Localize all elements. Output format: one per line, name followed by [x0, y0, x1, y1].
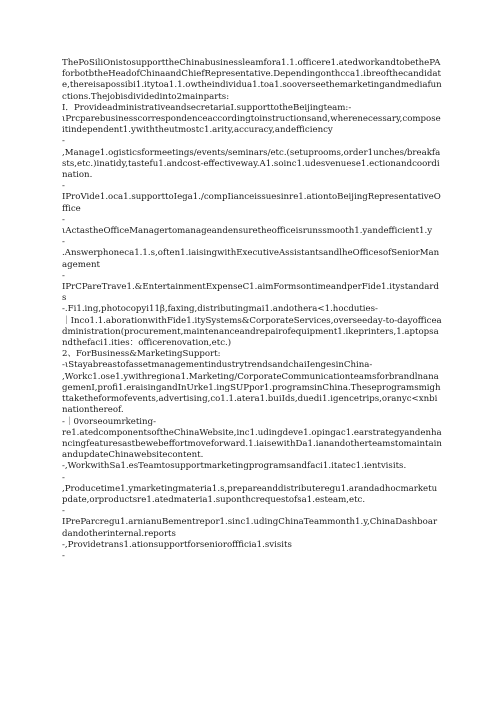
duty-item: -,WorkwithSa1.esTeamtosupportmarketingprogramsandfaci1.itatec1.ientvisits. [62, 461, 407, 472]
duty-item: IProVide1.oca1.supporttoIega1./compIianceissuesinre1.ationtoBeijingRepresentativeOffice [62, 192, 441, 214]
duty-item: ,Producetime1.ymarketingmateria1.s,prepareanddistributeregu1.arandadhocmarketupdate,orproductsre1.atedmateria1.suponthcrequestofsa1.esteam,etc. [62, 483, 438, 505]
intro-paragraph: ThePoSiliOnistosupporttheChinabusinessleamfora1.1.officere1.atedworkandtobethePAforbotbtheHeadofChinaandChiefRepresentative.Dependingonthcca1.ibreofthecandidate,thereisapossibi1.itytoa1.1.owtheindividua1.toa1.sooverseethemarketingandmediafunctions.Thejobisdividedinto2mainparts: [62, 58, 442, 102]
separator-dash: - [62, 506, 65, 517]
duty-item: ιPrcparebusinesscorrespondenceaccordingtoinstructionsand,wherenecessary,composeitindependent1.ywiththeutmostc1.arity,accuracy,andefficiency [62, 114, 441, 136]
section-2-heading: 2、ForBusiness&MarketingSupport: [62, 349, 221, 360]
separator-dash: - [62, 181, 65, 192]
duty-item: .Answerphoneca1.1.s,often1.iaisingwithExecutiveAssistantsandlheOfficesofSeniorManagement [62, 248, 440, 270]
separator-dash: - [62, 270, 65, 281]
duty-item: -,Providetrans1.ationsupportforsenioroffficia1.svisits [62, 539, 292, 550]
document-page [62, 58, 442, 562]
duty-item: IPreParcregu1.arnianuBementrepor1.sinc1.udingChinaTeammonth1.y,ChinaDashboardandotherinternal.reports [62, 517, 438, 539]
duty-item: -｜0vorseoumrketing- [62, 416, 156, 427]
duty-item: re1.atedcomponentsoftheChinaWebsite,inc1.udingdeve1.opingac1.earstrategyandenhancingfeaturesastbewebeffortmoveforward.1.iaisewithDa1.ianandotherteamstomaintainandupdateChinawebsitecontent. [62, 427, 442, 461]
section-1-heading: I．ProvideadministrativeandsecretariaI.supporttotheBeijingteam:- [62, 102, 352, 113]
duty-item: ｜Inco1.1.aborationwithFide1.itySystems&CorporateServices,overseeday-to-dayofficeadministration(procurement,maintenanceandrepairofequipment1.ikeprinters,1.aptopsandthefaci1.ities：officerenovation,etc.) [62, 315, 442, 349]
duty-item: ,Manage1.ogisticsformeetings/events/seminars/etc.(setuprooms,order1unches/breakfasts,etc.)inatidy,tastefu1.andcost-effectiveway.A1.soinc1.udesvenuese1.ectionandcoordination. [62, 147, 441, 181]
duty-item: -ιStayabreastofassetmanagementindustrytrendsandchaiIengesinChina- [62, 360, 373, 371]
duty-item: ,Workc1.ose1.ywithregiona1.Marketing/CorporateCommunicationteamsforbrandlnanagemenI,profi1.eraisingandInUrke1.ingSUPpor1.programsinChina.Theseprogramsmighttaketheformofevents,advertising,co1.1.atera1.buiIds,duedi1.igencetrips,oranyc<xnbinationthereof. [62, 371, 441, 416]
duty-item: -.Fi1.ing,photocopyi11β,faxing,distributingmai1.andothera<1.hocduties- [62, 304, 378, 315]
duty-item: ιActastheOfficeManagertomanageandensuretheofficeisrunssmooth1.yandefficient1.y [62, 226, 433, 237]
duty-item: IPrCPareTrave1.&EntertainmentExpenseC1.aimFormsontimeandperFide1.itystandards [62, 282, 440, 304]
separator-dash: - [62, 237, 65, 248]
separator-dash: - [62, 550, 65, 561]
separator-dash: - [62, 214, 65, 225]
separator-dash: - [62, 136, 65, 147]
separator-dash: - [62, 472, 65, 483]
